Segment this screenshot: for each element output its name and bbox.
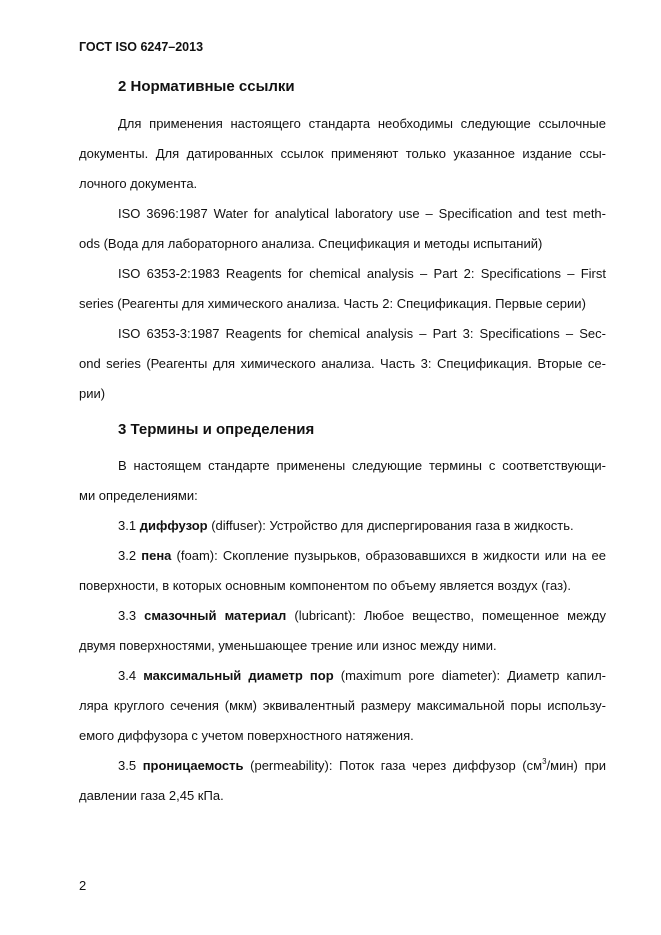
section-2-body [79, 109, 606, 409]
reference-line: ond series (Реагенты для химического анализа. Часть 3: Спецификация. Вторые се- [79, 356, 606, 371]
term-3-3 [79, 601, 606, 631]
reference-line: рии) [79, 386, 106, 401]
term-3-1 [79, 511, 606, 541]
term-3-4 [79, 661, 606, 691]
paragraph-line: лочного документа. [79, 176, 198, 191]
term-name: пена [141, 548, 172, 563]
term-number: 3.3 [118, 608, 137, 623]
term-definition-line: ляра круглого сечения (мкм) эквивалентный размеру максимальной поры использу- [79, 698, 606, 713]
term-name: проницаемость [142, 758, 244, 773]
term-definition-line: двумя поверхностями, уменьшающее трение или износ между ними. [79, 638, 497, 653]
reference-line: series (Реагенты для химического анализа. Часть 2: Спецификация. Первые серии) [79, 296, 586, 311]
term-definition: (permeability): Поток газа через диффузор (см [243, 758, 543, 773]
term-definition: (maximum pore diameter): Диаметр капил- [333, 668, 606, 683]
term-definition: /мин) при [546, 758, 606, 773]
paragraph-line: документы. Для датированных ссылок применяют только указанное издание ссы- [79, 146, 606, 161]
term-definition: (diffuser): Устройство для диспергирования газа в жидкость. [207, 518, 574, 533]
term-number: 3.2 [118, 548, 137, 563]
paragraph-line: Для применения настоящего стандарта необходимы следующие ссылочные [118, 116, 606, 131]
term-definition-line: поверхности, в которых основным компонентом по объему является воздух (газ). [79, 578, 571, 593]
section-3-heading: 3 Термины и определения [118, 421, 315, 438]
superscript: 3 [542, 757, 547, 766]
reference-line: ISO 6353-3:1987 Reagents for chemical analysis – Part 3: Specifications – Sec- [118, 326, 606, 341]
term-name: максимальный диаметр пор [143, 668, 334, 683]
page-number: 2 [79, 878, 87, 893]
term-definition-line: давлении газа 2,45 кПа. [79, 788, 224, 803]
term-3-5 [79, 751, 606, 781]
term-definition-line: емого диффузора с учетом поверхностного натяжения. [79, 728, 414, 743]
term-3-2 [79, 541, 606, 571]
paragraph-line: ми определениями: [79, 488, 198, 503]
document-header: ГОСТ ISO 6247–2013 [79, 40, 204, 54]
reference-line: ISO 6353-2:1983 Reagents for chemical analysis – Part 2: Specifications – First [118, 266, 606, 281]
term-definition: (lubricant): Любое вещество, помещенное между [286, 608, 606, 623]
term-number: 3.5 [118, 758, 137, 773]
term-number: 3.1 [118, 518, 137, 533]
term-number: 3.4 [118, 668, 137, 683]
term-definition: (foam): Скопление пузырьков, образовавшихся в жидкости или на ее [171, 548, 606, 563]
term-name: смазочный материал [144, 608, 287, 623]
reference-line: ISO 3696:1987 Water for analytical laboratory use – Specification and test meth- [118, 206, 606, 221]
section-2-heading: 2 Нормативные ссылки [118, 78, 295, 95]
term-name: диффузор [139, 518, 208, 533]
paragraph-line: В настоящем стандарте применены следующие термины с соответствующи- [118, 458, 606, 473]
reference-line: ods (Вода для лабораторного анализа. Спецификация и методы испытаний) [79, 236, 543, 251]
section-3-body [79, 451, 606, 811]
